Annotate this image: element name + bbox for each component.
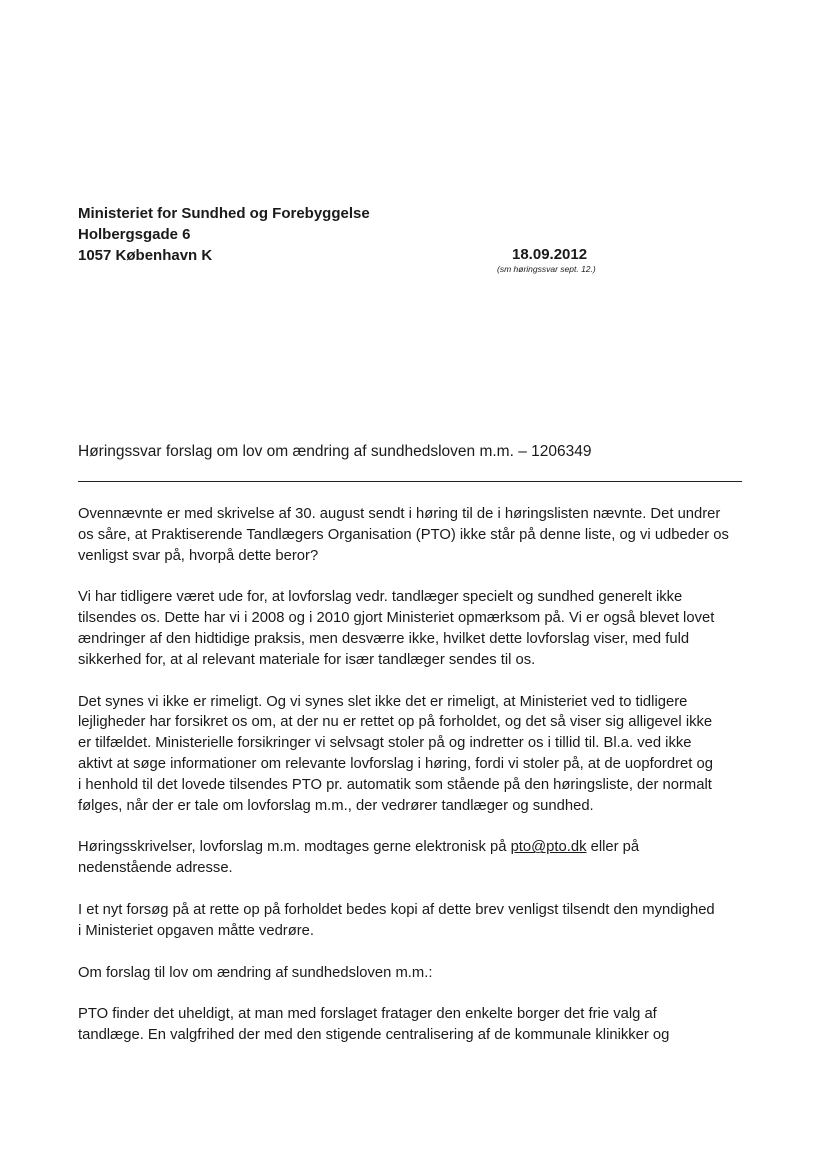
- text-line: aktivt at søge informationer om relevante lovforslag i høring, fordi vi stoler på, at de uopfordret og: [78, 755, 713, 772]
- text-line: [78, 837, 758, 858]
- paragraph-5: [78, 900, 758, 942]
- paragraph-3: [78, 692, 758, 817]
- recipient-city: 1057 København K: [78, 247, 213, 264]
- text-line: ændringer af den hidtidige praksis, men desværre ikke, hvilket dette lovforslag viser, med fuld: [78, 630, 690, 647]
- text-line: tilsendes os. Dette har vi i 2008 og i 2010 gjort Ministeriet opmærksom på. Vi er også blevet lovet: [78, 610, 715, 627]
- recipient-street: Holbergsgade 6: [78, 226, 191, 243]
- text-segment: Høringsskrivelser, lovforslag m.m. modtages gerne elektronisk på: [78, 839, 511, 856]
- text-line: Det synes vi ikke er rimeligt. Og vi synes slet ikke det er rimeligt, at Ministeriet ved to tidligere: [78, 693, 688, 710]
- text-line: PTO finder det uheldigt, at man med forslaget fratager den enkelte borger det frie valg af: [78, 1006, 657, 1023]
- paragraph-2: [78, 587, 758, 670]
- date-note: (sm høringssvar sept. 12.): [497, 264, 596, 274]
- text-line: sikkerhed for, at al relevant materiale for især tandlæger sendes til os.: [78, 651, 536, 668]
- subject-divider: [78, 481, 742, 482]
- text-line: Vi har tidligere været ude for, at lovforslag vedr. tandlæger specielt og sundhed generelt ikke: [78, 589, 683, 606]
- text-segment: eller på: [586, 839, 640, 856]
- paragraph-1: [78, 504, 758, 566]
- recipient-address: [78, 203, 370, 266]
- text-line: lejligheder har forsikret os om, at der nu er rettet op på forholdet, og det så viser sig alligevel ikke: [78, 714, 713, 731]
- email-link[interactable]: pto@pto.dk: [510, 839, 587, 856]
- paragraph-4: [78, 837, 758, 879]
- text-line: tandlæge. En valgfrihed der med den stigende centralisering af de kommunale klinikker og: [78, 1027, 670, 1044]
- text-line: Ovennævnte er med skrivelse af 30. august sendt i høring til de i høringslisten nævnte. Det undrer: [78, 506, 721, 522]
- text-line: nedenstående adresse.: [78, 860, 233, 877]
- text-line: I et nyt forsøg på at rette op på forholdet bedes kopi af dette brev venligst tilsendt den myndighed: [78, 901, 715, 918]
- paragraph-7: [78, 1004, 758, 1046]
- text-line: os såre, at Praktiserende Tandlægers Organisation (PTO) ikke står på denne liste, og vi udbeder os: [78, 526, 729, 543]
- text-line: følges, når der er tale om lovforslag m.m., der vedrører tandlæger og sundhed.: [78, 797, 594, 814]
- subject-line: Høringssvar forslag om lov om ændring af sundhedsloven m.m. – 1206349: [78, 443, 592, 460]
- recipient-name: Ministeriet for Sundhed og Forebyggelse: [78, 205, 370, 222]
- text-line: er tilfældet. Ministerielle forsikringer vi selvsagt stoler på og indretter os i tillid til. Bl.a. ved ikke: [78, 735, 692, 752]
- letter-body: [78, 504, 758, 1067]
- text-line: i Ministeriet opgaven måtte vedrøre.: [78, 922, 315, 939]
- text-line: Om forslag til lov om ændring af sundhedsloven m.m.:: [78, 964, 433, 981]
- letter-date: 18.09.2012: [512, 246, 588, 263]
- text-line: i henhold til det lovede tilsendes PTO pr. automatik som stående på den høringsliste, der normalt: [78, 776, 712, 793]
- text-line: venligst svar på, hvorpå dette beror?: [78, 547, 319, 564]
- paragraph-6: [78, 963, 758, 984]
